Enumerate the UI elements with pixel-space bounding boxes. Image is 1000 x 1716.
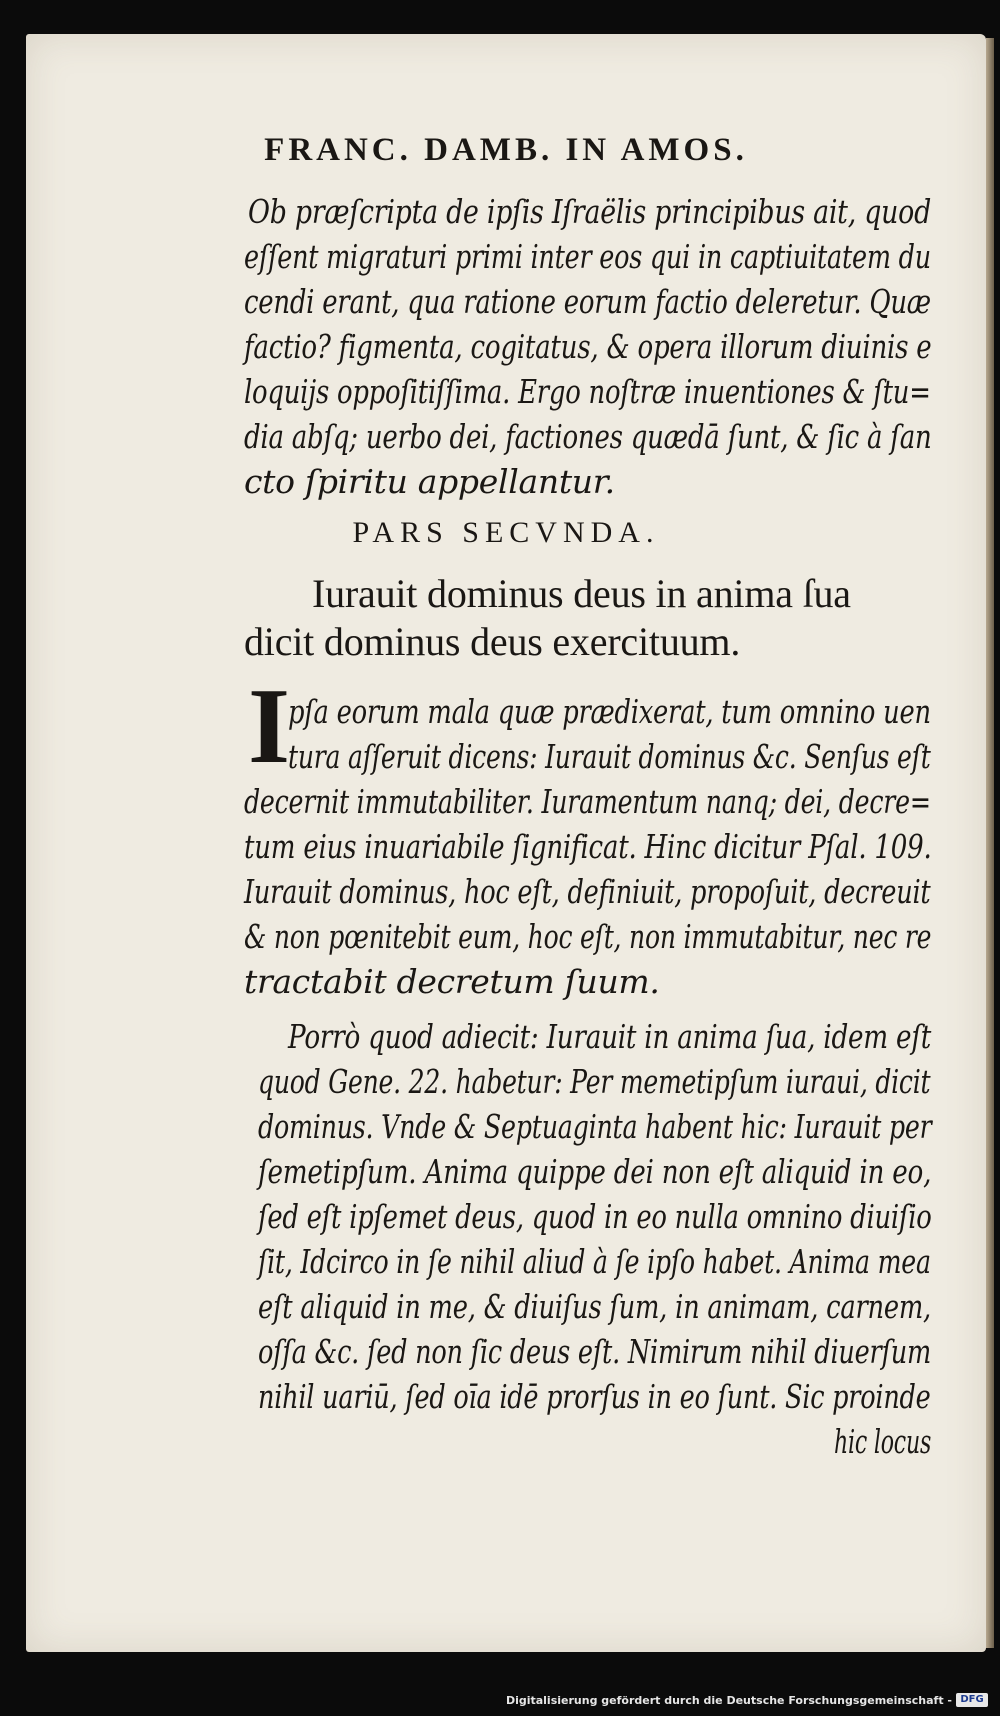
body-line: tura aſſeruit dicens: Iurauit dominus &c. Senſus eſt (288, 737, 931, 776)
body-line: Iurauit dominus, hoc eſt, definiuit, propoſuit, decreuit (244, 872, 931, 911)
page-edge (986, 38, 994, 1648)
intro-line: factio? figmenta, cogitatus, & opera illorum diuinis e (244, 327, 932, 366)
intro-line: cendi erant, qua ratione eorum factio deleretur. Quæ (244, 282, 931, 321)
digitization-credit: Digitalisierung gefördert durch die Deutsche Forschungsgemeinschaft - (505, 1694, 952, 1707)
body-line: quod Gene. 22. habetur: Per memetipſum iuraui, dicit (258, 1062, 931, 1101)
body-line: dominus. Vnde & Septuaginta habent hic: Iurauit per (258, 1107, 932, 1146)
body-line: tum eius inuariabile ſignificat. Hinc dicitur Pſal. 109. (244, 827, 932, 866)
body-line: ſemetipſum. Anima quippe dei non eſt aliquid in eo, (258, 1152, 932, 1191)
running-head: FRANC. DAMB. IN AMOS. (264, 132, 748, 168)
dfg-logo: DFG (956, 1693, 988, 1707)
body-line: & non pœnitebit eum, hoc eſt, non immutabitur, nec re (244, 917, 932, 956)
body-line: eſt aliquid in me, & diuiſus ſum, in animam, carnem, (258, 1287, 932, 1326)
intro-line: Ob præſcripta de ipſis Iſraëlis principibus ait, quod (248, 192, 931, 231)
catchword: hic locus (834, 1422, 932, 1461)
intro-line: cto ſpiritu appellantur. (244, 462, 615, 501)
section-heading: PARS SECVNDA. (352, 516, 660, 549)
body-line: oſſa &c. ſed non ſic deus eſt. Nimirum nihil diuerſum (258, 1332, 932, 1371)
verse-line: Iurauit dominus deus in anima ſua (312, 571, 851, 616)
intro-line: loquijs oppoſitiſſima. Ergo noſtræ inuentiones & ſtu= (244, 372, 931, 411)
body-line: Porrò quod adiecit: Iurauit in anima ſua, idem eſt (288, 1017, 932, 1056)
body-line: nihil uariū, ſed oīa idē prorſus in eo ſunt. Sic proinde (258, 1377, 931, 1416)
body-line: decernit immutabiliter. Iuramentum nanq; dei, decre= (244, 782, 931, 821)
body-line: tractabit decretum ſuum. (244, 962, 660, 1001)
body-line: ſit, Idcirco in ſe nihil aliud à ſe ipſo habet. Anima mea (258, 1242, 931, 1281)
intro-line: eſſent migraturi primi inter eos qui in captiuitatem du (244, 237, 931, 276)
verse-line: dicit dominus deus exercituum. (244, 619, 741, 664)
body-line: ſed eſt ipſemet deus, quod in eo nulla omnino diuiſio (258, 1197, 932, 1236)
body-line: pſa eorum mala quæ prædixerat, tum omnino uen (288, 692, 931, 731)
book-page (26, 34, 986, 1652)
intro-line: dia abſq; uerbo dei, factiones quædā ſunt, & ſic à ſan (244, 417, 932, 456)
drop-cap: I (248, 667, 291, 786)
